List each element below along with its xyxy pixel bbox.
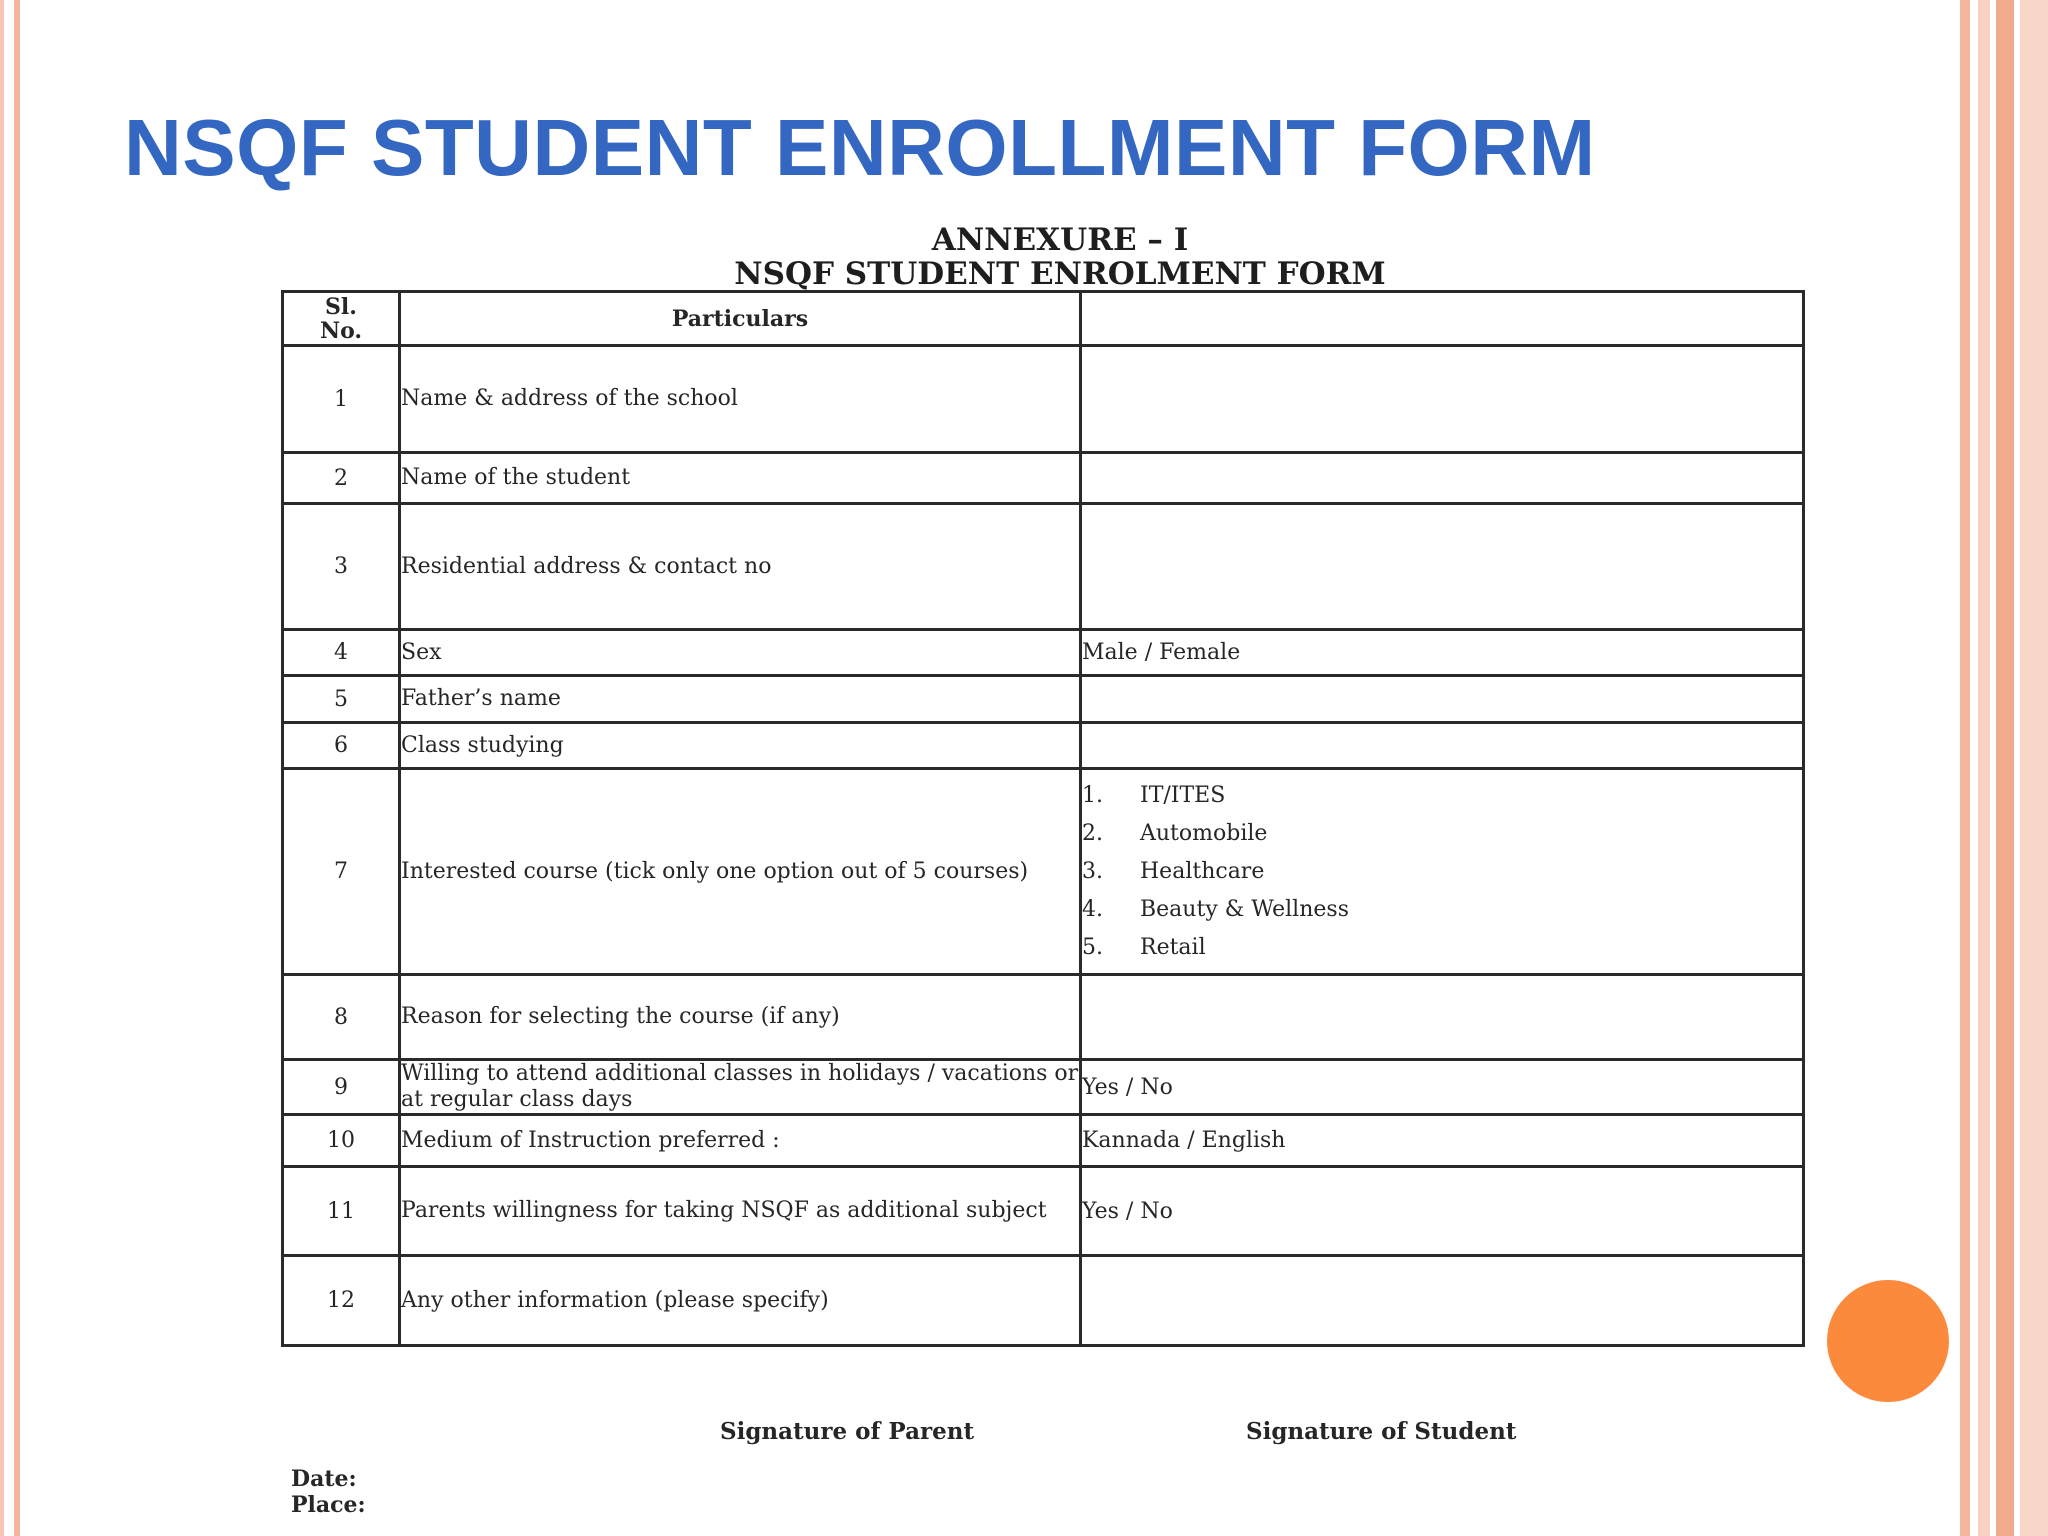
row-sl: 11 — [283, 1167, 400, 1256]
row-sl: 3 — [283, 504, 400, 630]
table-row — [283, 676, 1804, 723]
course-option[interactable] — [1082, 853, 1802, 891]
table-row — [283, 1167, 1804, 1256]
row-particulars: Any other information (please specify) — [400, 1256, 1081, 1346]
table-row — [283, 504, 1804, 630]
row-particulars: Willing to attend additional classes in holidays / vacations or at regular class days — [400, 1060, 1081, 1115]
row-particulars: Name & address of the school — [400, 346, 1081, 453]
row-value-cell[interactable] — [1081, 1256, 1804, 1346]
table-row — [283, 453, 1804, 504]
course-option-number: 2. — [1082, 820, 1103, 846]
header-value — [1081, 292, 1804, 346]
row-value-cell[interactable] — [1081, 676, 1804, 723]
course-option[interactable] — [1082, 929, 1802, 967]
table-row — [283, 769, 1804, 975]
row-particulars: Class studying — [400, 723, 1081, 769]
row-particulars: Interested course (tick only one option out of 5 courses) — [400, 769, 1081, 975]
table-header-row — [283, 292, 1804, 346]
header-sl-line1: Sl. — [325, 293, 357, 320]
header-sl-line2: No. — [319, 317, 363, 344]
row-value-yes-no: Yes / No — [1081, 1167, 1804, 1256]
table-row — [283, 1115, 1804, 1167]
row-sl: 5 — [283, 676, 400, 723]
course-option[interactable] — [1082, 815, 1802, 853]
row-particulars: Parents willingness for taking NSQF as additional subject — [400, 1167, 1081, 1256]
row-particulars: Sex — [400, 630, 1081, 676]
course-option-number: 4. — [1082, 896, 1103, 922]
row-sl: 8 — [283, 975, 400, 1060]
row-value-cell[interactable] — [1081, 504, 1804, 630]
table-row — [283, 1060, 1804, 1115]
row-particulars: Name of the student — [400, 453, 1081, 504]
row-value-cell[interactable] — [1081, 346, 1804, 453]
row-particulars: Reason for selecting the course (if any) — [400, 975, 1081, 1060]
course-options-cell — [1081, 769, 1804, 975]
course-option-label: Automobile — [1140, 820, 1268, 846]
row-sl: 4 — [283, 630, 400, 676]
date-label: Date: — [291, 1466, 357, 1492]
header-sl-no — [283, 292, 400, 346]
row-sl: 10 — [283, 1115, 400, 1167]
course-option-number: 1. — [1082, 782, 1103, 808]
row-sl: 12 — [283, 1256, 400, 1346]
slide-border-left-inner — [14, 0, 20, 1536]
row-value-medium: Kannada / English — [1081, 1115, 1804, 1167]
table-row — [283, 975, 1804, 1060]
header-particulars: Particulars — [400, 292, 1081, 346]
course-option-label: Retail — [1140, 934, 1206, 960]
annexure-heading: ANNEXURE – I — [931, 222, 1189, 258]
form-heading: NSQF STUDENT ENROLMENT FORM — [734, 256, 1386, 292]
course-option[interactable] — [1082, 891, 1802, 929]
row-sl: 1 — [283, 346, 400, 453]
row-value-yes-no: Yes / No — [1081, 1060, 1804, 1115]
table-row — [283, 1256, 1804, 1346]
table-row — [283, 630, 1804, 676]
slide-border-left-outer — [0, 0, 4, 1536]
orange-dot-decoration — [1827, 1280, 1949, 1402]
course-option-label: IT/ITES — [1140, 782, 1226, 808]
row-value-cell[interactable] — [1081, 975, 1804, 1060]
signature-student-label: Signature of Student — [1246, 1418, 1517, 1445]
slide-title: NSQF STUDENT ENROLLMENT FORM — [124, 103, 1596, 192]
table-row — [283, 346, 1804, 453]
place-label: Place: — [291, 1492, 366, 1518]
row-sl: 9 — [283, 1060, 400, 1115]
course-option-number: 3. — [1082, 858, 1103, 884]
signature-parent-label: Signature of Parent — [720, 1418, 975, 1445]
row-particulars: Father’s name — [400, 676, 1081, 723]
enrolment-table — [281, 290, 1805, 1347]
course-option[interactable] — [1082, 777, 1802, 815]
course-option-label: Beauty & Wellness — [1140, 896, 1349, 922]
row-sl: 7 — [283, 769, 400, 975]
row-value-sex: Male / Female — [1081, 630, 1804, 676]
row-sl: 6 — [283, 723, 400, 769]
row-particulars: Residential address & contact no — [400, 504, 1081, 630]
row-particulars: Medium of Instruction preferred : — [400, 1115, 1081, 1167]
course-option-number: 5. — [1082, 934, 1103, 960]
row-value-cell[interactable] — [1081, 723, 1804, 769]
table-row — [283, 723, 1804, 769]
row-sl: 2 — [283, 453, 400, 504]
row-value-cell[interactable] — [1081, 453, 1804, 504]
course-option-label: Healthcare — [1140, 858, 1265, 884]
